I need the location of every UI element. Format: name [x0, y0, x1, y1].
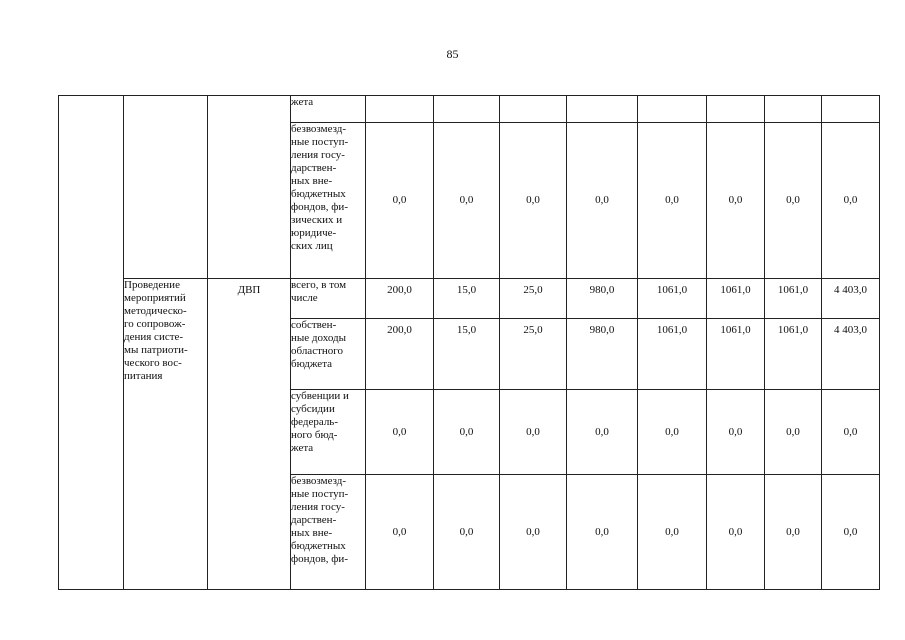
value-cell: 0,0	[366, 123, 434, 279]
value-cell: 0,0	[822, 390, 880, 475]
activity-name-cell	[124, 279, 208, 590]
value-cell: 15,0	[434, 279, 500, 319]
activity-name: Проведение мероприятий методическо- го сопровож- дения систе- мы патриоти- ческого вос- питания	[124, 279, 188, 382]
page-number: 85	[446, 47, 459, 61]
table-row	[59, 96, 880, 123]
source-text: всего, в том числе	[291, 279, 347, 304]
source-cell	[291, 279, 366, 319]
value-cell	[500, 96, 567, 123]
value-cell	[707, 96, 765, 123]
value-cell: 15,0	[434, 319, 500, 390]
value-cell: 0,0	[567, 475, 638, 590]
value-cell: 0,0	[434, 475, 500, 590]
value-cell: 0,0	[707, 390, 765, 475]
value-cell: 0,0	[638, 123, 707, 279]
source-cell	[291, 123, 366, 279]
value-cell: 0,0	[500, 390, 567, 475]
value-cell: 0,0	[638, 390, 707, 475]
source-text: жета	[291, 96, 314, 108]
source-cell	[291, 96, 366, 123]
source-cell	[291, 475, 366, 590]
value-cell	[567, 96, 638, 123]
value-cell: 0,0	[765, 475, 822, 590]
value-cell	[765, 96, 822, 123]
executor-cell-prev	[208, 96, 291, 279]
value-cell: 4 403,0	[822, 279, 880, 319]
value-cell: 0,0	[638, 475, 707, 590]
activity-cell-prev	[124, 96, 208, 279]
value-cell: 1061,0	[638, 319, 707, 390]
value-cell: 0,0	[434, 390, 500, 475]
value-cell: 1061,0	[765, 279, 822, 319]
value-cell: 0,0	[707, 123, 765, 279]
table-row	[59, 279, 880, 319]
executor-name: ДВП	[237, 284, 261, 296]
source-text: собствен- ные доходы областного бюджета	[291, 319, 346, 370]
value-cell: 0,0	[567, 390, 638, 475]
value-cell: 0,0	[822, 475, 880, 590]
value-cell: 1061,0	[765, 319, 822, 390]
value-cell: 0,0	[567, 123, 638, 279]
value-cell: 0,0	[707, 475, 765, 590]
value-cell: 0,0	[765, 390, 822, 475]
source-text: субвенции и субсидии федераль- ного бюд- жета	[291, 390, 349, 454]
source-text: безвозмезд- ные поступ- ления госу- дарствен- ных вне- бюджетных фондов, фи-	[291, 475, 349, 565]
value-cell: 200,0	[366, 319, 434, 390]
value-cell: 0,0	[434, 123, 500, 279]
value-cell: 1061,0	[707, 319, 765, 390]
executor-cell	[208, 279, 291, 590]
source-cell	[291, 390, 366, 475]
budget-table	[58, 95, 880, 590]
value-cell	[366, 96, 434, 123]
value-cell: 980,0	[567, 279, 638, 319]
value-cell: 980,0	[567, 319, 638, 390]
value-cell: 1061,0	[638, 279, 707, 319]
value-cell: 0,0	[765, 123, 822, 279]
blank-col-cell	[59, 96, 124, 590]
value-cell	[434, 96, 500, 123]
value-cell: 200,0	[366, 279, 434, 319]
value-cell: 1061,0	[707, 279, 765, 319]
value-cell: 4 403,0	[822, 319, 880, 390]
value-cell: 0,0	[822, 123, 880, 279]
value-cell: 0,0	[366, 475, 434, 590]
value-cell: 25,0	[500, 279, 567, 319]
value-cell: 25,0	[500, 319, 567, 390]
source-text: безвозмезд- ные поступ- ления госу- дарствен- ных вне- бюджетных фондов, фи- зических и юридиче- ских лиц	[291, 123, 349, 252]
value-cell: 0,0	[366, 390, 434, 475]
value-cell	[822, 96, 880, 123]
source-cell	[291, 319, 366, 390]
value-cell	[638, 96, 707, 123]
value-cell: 0,0	[500, 123, 567, 279]
value-cell: 0,0	[500, 475, 567, 590]
